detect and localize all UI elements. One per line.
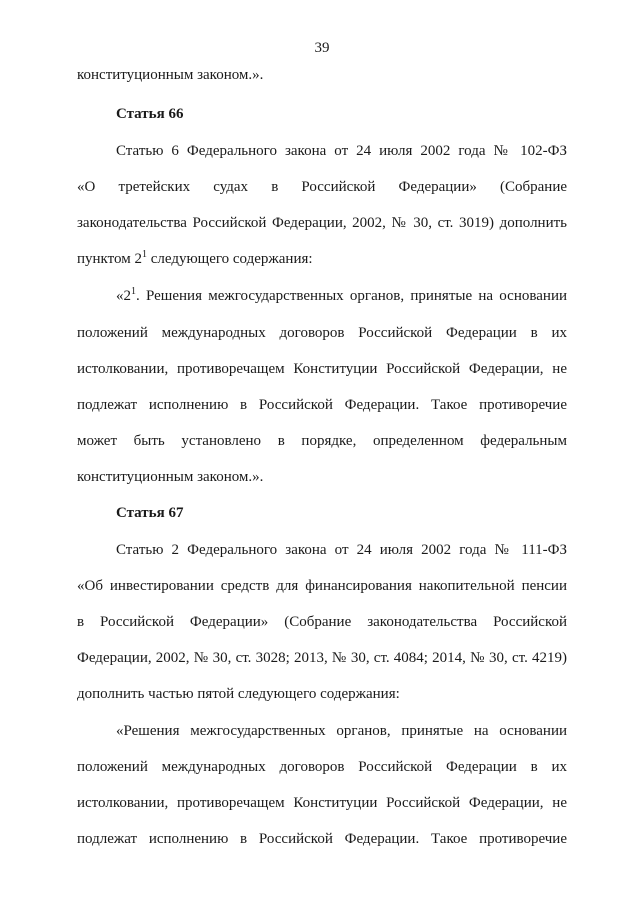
page-number: 39 — [314, 40, 330, 56]
text-line: Статью 6 Федерального закона от 24 июля 2002 года № 102-ФЗ — [116, 143, 567, 159]
text-line: истолковании, противоречащем Конституции Российской Федерации, не — [77, 795, 567, 811]
article-66-heading: Статья 66 — [116, 106, 184, 122]
text-line: Федерации, 2002, № 30, ст. 3028; 2013, № 30, ст. 4084; 2014, № 30, ст. 4219) — [77, 650, 567, 666]
text-line — [77, 249, 567, 269]
text-line: конституционным законом.». — [77, 469, 264, 485]
text-line — [77, 286, 567, 306]
superscript: 1 — [141, 249, 147, 260]
article-67-heading: Статья 67 — [116, 505, 184, 521]
text-line: подлежат исполнению в Российской Федерации. Такое противоречие — [77, 831, 567, 847]
text-line: подлежат исполнению в Российской Федерации. Такое противоречие — [77, 397, 567, 413]
text-line: Статью 2 Федерального закона от 24 июля 2002 года № 111-ФЗ — [116, 542, 567, 558]
text-fragment: «2 — [116, 288, 131, 304]
text-line: законодательства Российской Федерации, 2002, № 30, ст. 3019) дополнить — [77, 215, 567, 231]
text-line: истолковании, противоречащем Конституции Российской Федерации, не — [77, 361, 567, 377]
text-line: дополнить частью пятой следующего содержания: — [77, 686, 400, 702]
text-line: положений международных договоров Российской Федерации в их — [77, 325, 567, 341]
text-line: конституционным законом.». — [77, 67, 264, 83]
text-line: «Решения межгосударственных органов, принятые на основании — [116, 723, 567, 739]
superscript: 1 — [131, 286, 136, 297]
text-fragment: . Решения межгосударственных органов, принятые на основании — [136, 288, 567, 304]
text-line: в Российской Федерации» (Собрание законодательства Российской — [77, 614, 567, 630]
text-line: положений международных договоров Российской Федерации в их — [77, 759, 567, 775]
text-line: «О третейских судах в Российской Федерации» (Собрание — [77, 179, 567, 195]
text-line: может быть установлено в порядке, определенном федеральным — [77, 433, 567, 449]
text-fragment: следующего содержания: — [146, 251, 313, 267]
document-page — [77, 0, 567, 905]
text-fragment: пунктом 2 — [77, 251, 142, 267]
text-line: «Об инвестировании средств для финансирования накопительной пенсии — [77, 578, 567, 594]
